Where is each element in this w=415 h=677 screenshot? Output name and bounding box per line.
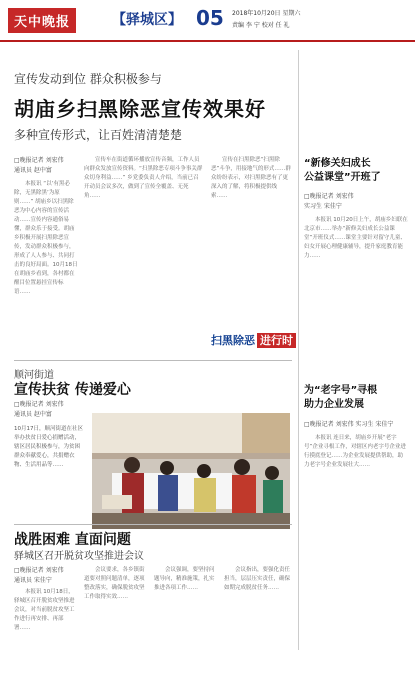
byline-reporter: □晚报记者 刘宏伟 [14, 157, 64, 164]
charity-event-photo [92, 413, 290, 529]
byline-reporter: □晚报记者 刘宏伟 [304, 193, 354, 200]
bottom-story-subtitle: 驿城区召开脱贫攻坚推进会议 [14, 551, 144, 562]
lead-headline: 胡庙乡扫黑除恶宣传效果好 [14, 97, 266, 121]
bottom-story-body-col4: 会议指出，要强化责任担当，层层压实责任，确保如期完成脱贫任务…… [224, 567, 291, 591]
bottom-story-body-col3: 会议强调，要坚持问题导向，精准施策，扎实推进各项工作…… [154, 567, 215, 591]
side-story2-headline [304, 384, 377, 412]
side-story2-headline-line2: 助力企业发展 [304, 399, 364, 410]
byline-intern: 实习生 宋佳宁 [304, 203, 342, 210]
side-story1-headline [304, 157, 381, 185]
bottom-story-byline [14, 566, 64, 586]
lead-byline [14, 156, 64, 176]
page-number: 05 [196, 6, 224, 30]
newspaper-logo: 天中晚报 [8, 8, 76, 33]
bottom-story-body-col1: 本报讯 10月18日，驿城区召开脱贫攻坚推进会议，对当前脱贫攻坚工作进行再安排、再部署…… [14, 589, 75, 631]
byline-correspondent: 通讯员 赵中富 [14, 167, 52, 174]
lead-kicker: 宣传发动到位 群众积极参与 [14, 72, 162, 86]
byline-reporter: □晚报记者 刘宏伟 [14, 567, 64, 574]
campaign-banner [211, 332, 296, 348]
section-name: 【驿城区】 [112, 12, 182, 28]
date-line: 2018年10月20日 星期六 [232, 10, 301, 17]
side-story2-byline [304, 420, 393, 430]
byline-correspondent: 通讯员 赵中富 [14, 411, 52, 418]
lead-body-col3: 宣传在扫黑除恶“扫黑除恶”斗争，用接地气的形式……群众纷纷表示，对扫黑除恶有了更深入的了解，将积极提供线索…… [211, 157, 291, 199]
byline-reporter: □晚报记者 刘宏伟 [14, 401, 64, 408]
side-story1-headline-line2: 公益课堂”开班了 [304, 172, 381, 183]
side-story1-byline [304, 192, 354, 212]
lead-subtitle: 多种宣传形式，让百姓清清楚楚 [14, 128, 183, 142]
masthead [0, 0, 415, 42]
campaign-banner-text: 扫黑除恶 [211, 334, 255, 347]
photo-caption: 10月17日，顺河街道在社区举办扶贫日爱心捐赠活动，辖区居民积极参与，为贫困群众奉献爱心，共捐赠衣物、生活用品等…… [14, 426, 83, 468]
lead-body-col1: 本报讯 “以‘有黑必除，无黑除黑’为原则……” 胡庙乡以扫黑除恶为中心内容的宣传活动……宣传内容通俗易懂，群众乐于接受。胡庙乡积极开展扫黑除恶宣传，发动群众积极参与，形成了人人参与、共同打击的良好局面。10月18日在胡庙乡看到，各村都在醒目位置悬挂宣传标语…… [14, 181, 78, 295]
side-story1-headline-line1: “新修关妇成长 [304, 158, 371, 169]
column-divider [298, 50, 299, 650]
side-story2-body: 本报讯 连日来，胡庙乡开展“老字号”企业寻根工作，对辖区内老字号企业进行摸底登记……为企业发展提供帮助，助力老字号企业发展壮大…… [304, 435, 406, 468]
section-rule [14, 524, 292, 525]
photo-story-byline [14, 400, 64, 420]
section-rule [14, 360, 292, 361]
byline-reporter: □晚报记者 刘宏伟 实习生 宋佳宁 [304, 421, 394, 428]
campaign-banner-tag: 进行时 [257, 333, 296, 348]
lead-body-col2: 宣传车在街道循环播放宣传音频，工作人员向群众发放宣传资料。“扫黑除恶专项斗争事关群众切身利益……” 乡党委负责人介绍，当前已召开动员会议多次，做到了宣传全覆盖、无死角…… [84, 157, 203, 199]
photo-story-headline: 宣传扶贫 传递爱心 [14, 382, 131, 398]
byline-correspondent: 通讯员 宋佳宁 [14, 577, 52, 584]
editors-line: 责编 李 宁 校对 任 礼 [232, 22, 290, 29]
bottom-story-body-col2: 会议要求，各乡镇街道要对照问题清单，逐项整改落实，确保脱贫攻坚工作取得实效…… [84, 567, 145, 600]
photo-story-kicker: 顺河街道 [14, 370, 54, 381]
side-story2-headline-line1: 为“老字号”寻根 [304, 385, 378, 396]
side-story1-body: 本报讯 10月20日上午，胡庙乡妇联在北京市……举办“新修关妇成长公益课堂”开班仪式……课堂主要针对留守儿童、妇女开展心理健康辅导，提升家庭教育能力…… [304, 217, 408, 259]
bottom-story-headline: 战胜困难 直面问题 [14, 532, 131, 548]
